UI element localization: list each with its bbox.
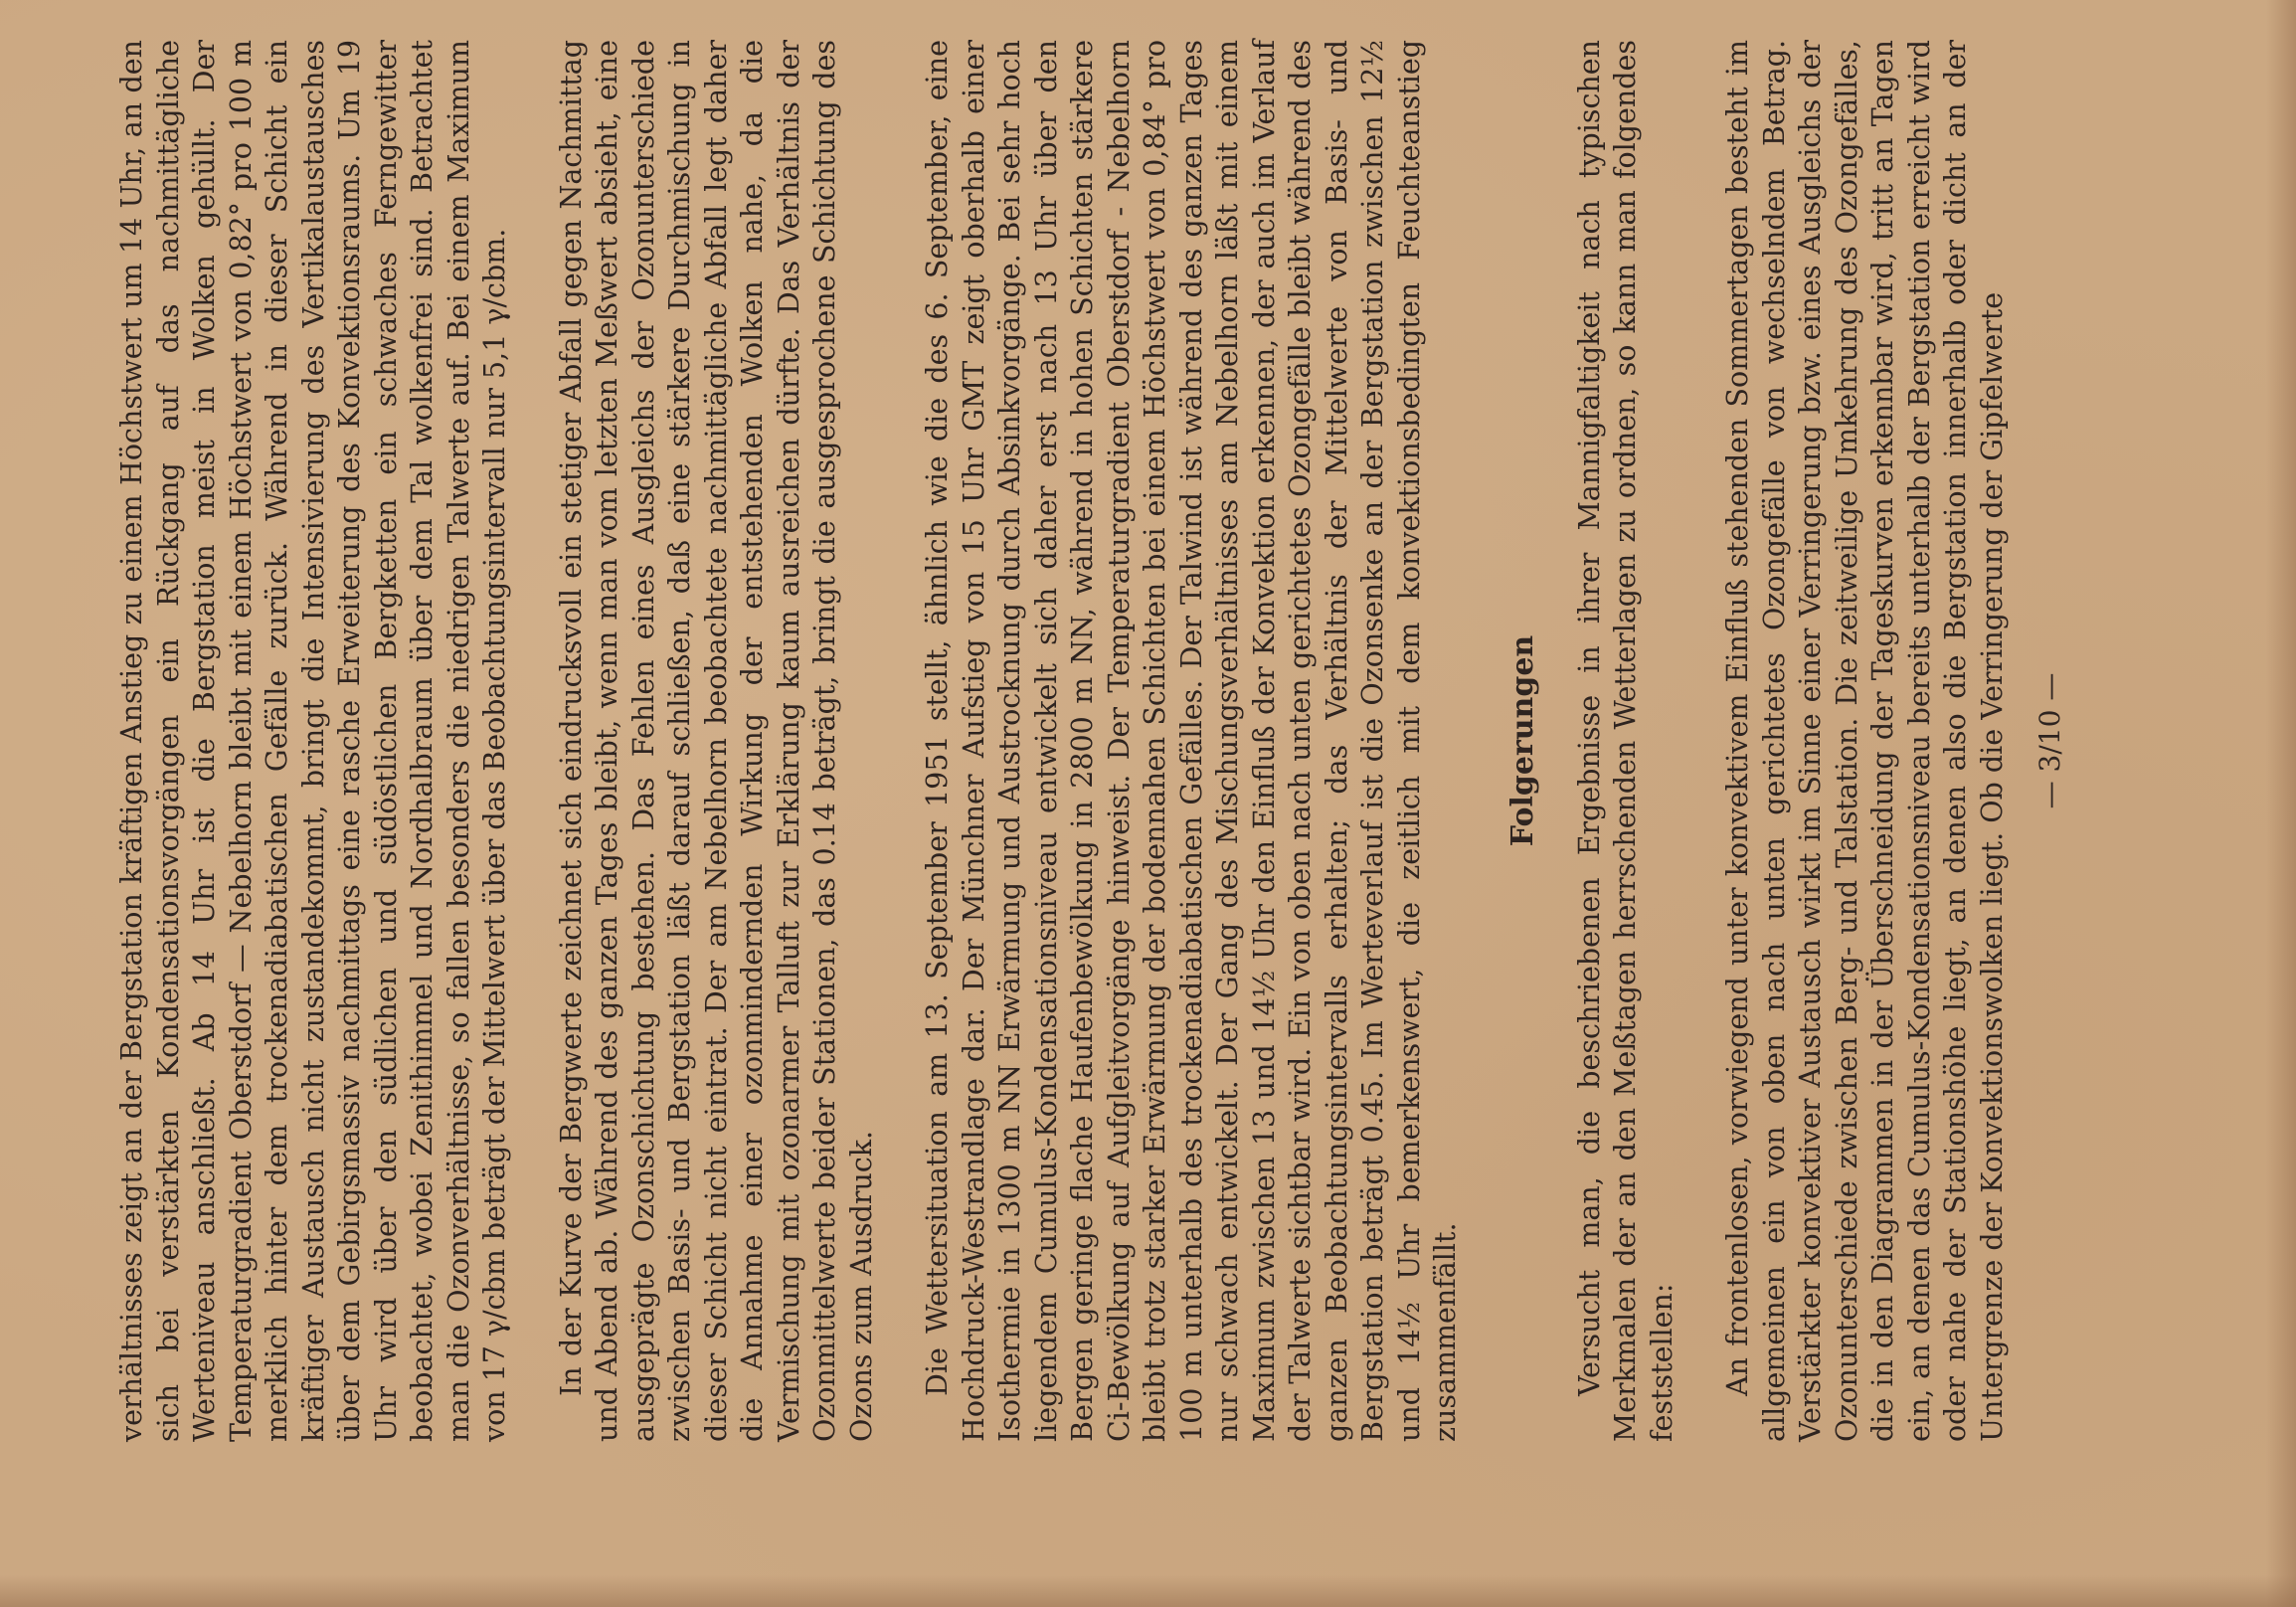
paragraph-4: Versucht man, die beschriebenen Ergebnisse in ihrer Mannigfaltigkeit nach typischen Merkmalen der an den Meßtagen herrschenden Wetterlagen zu ordnen, so kann man folgendes feststellen:: [1572, 40, 1678, 1442]
paragraph-gap: [514, 40, 554, 1442]
paper-edge-bottom: [0, 1575, 2296, 1607]
paragraph-3: Die Wettersituation am 13. September 1951 stellt, ähnlich wie die des 6. September, eine Hochdruck-Westrandlage dar. Der Münchner Aufstieg von 15 Uhr GMT zeigt oberhalb einer Isothermie in 1300 m NN Erwärmung und Austrocknung durch Absinkvorgänge. Bei sehr hoch liegendem Cumulus-Kondensationsniveau entwickelt sich daher erst nach 13 Uhr über den Bergen geringe flache Haufenbewölkung in 2800 m NN, während in hohen Schichten stärkere Ci-Bewölkung auf Aufgleitvorgänge hinweist. Der Temperaturgradient Oberstdorf - Nebelhorn bleibt trotz starker Erwärmung der bodennahen Schichten bei einem Höchstwert von 0,84° pro 100 m unterhalb des trockenadiabatischen Gefälles. Der Talwind ist während des ganzen Tages nur schwach entwickelt. Der Gang des Mischungsverhältnisses am Nebelhorn läßt mit einem Maximum zwischen 13 und 14½ Uhr den Einfluß der Konvektion erkennen, der auch im Verlauf der Talwerte sichtbar wird. Ein von oben nach unten gerichtetes Ozongefälle bleibt während des ganzen Beobachtungsintervalls erhalten; das Verhältnis der Mittelwerte von Basis- und Bergstation beträgt 0.45. Im Werteverlauf ist die Ozonsenke an der Bergstation zwischen 12½ und 14½ Uhr bemerkenswert, die zeitlich mit dem konvektionsbedingten Feuchteanstieg zusammenfällt.: [921, 40, 1462, 1442]
paragraph-gap: [1680, 40, 1720, 1442]
paragraph-gap: [1465, 40, 1504, 1442]
heading-gap: [1542, 40, 1572, 1442]
page-number: — 3/10 —: [2033, 672, 2066, 809]
paper-edge-right: [2266, 0, 2296, 1607]
rotated-document-page: [114, 40, 2193, 1442]
paragraph-5: An frontenlosen, vorwiegend unter konvektivem Einfluß stehenden Sommertagen besteht im allgemeinen ein von oben nach unten gerichtetes Ozongefälle von wechselndem Betrag. Verstärkter konvektiver Austausch wirkt im Sinne einer Verringerung bzw. eines Ausgleichs der Ozonunterschiede zwischen Berg- und Talstation. Die zeitweilige Umkehrung des Ozongefälles, die in den Diagrammen in der Überschneidung der Tageskurven erkennbar wird, tritt an Tagen ein, an denen das Cumulus-Kondensationsniveau bereits unterhalb der Bergstation erreicht wird oder nahe der Stationshöhe liegt, an denen also die Bergstation innerhalb oder dicht an der Untergrenze der Konvektionswolken liegt. Ob die Verringerung der Gipfelwerte: [1721, 40, 2009, 1442]
paragraph-2: In der Kurve der Bergwerte zeichnet sich eindrucksvoll ein stetiger Abfall gegen Nachmittag und Abend ab. Während des ganzen Tages bleibt, wenn man vom letzten Meßwert absieht, eine ausgeprägte Ozonschichtung bestehen. Das Fehlen eines Ausgleichs der Ozonunterschiede zwischen Basis- und Bergstation läßt darauf schließen, daß eine stärkere Durchmischung in dieser Schicht nicht eintrat. Der am Nebelhorn beobachtete nachmittägliche Abfall legt daher die Annahme einer ozonmindernden Wirkung der entstehenden Wolken nahe, da die Vermischung mit ozonarmer Talluft zur Erklärung kaum ausreichen dürfte. Das Verhältnis der Ozonmittelwerte beider Stationen, das 0.14 beträgt, bringt die ausgesprochene Schichtung des Ozons zum Ausdruck.: [554, 40, 878, 1442]
paragraph-gap: [880, 40, 920, 1442]
section-heading: Folgerungen: [1504, 634, 1540, 847]
paragraph-1: verhältnisses zeigt an der Bergstation kräftigen Anstieg zu einem Höchstwert um 14 Uhr, an den sich bei verstärkten Kondensationsvorgängen ein Rückgang auf das nachmittägliche Werteniveau anschließt. Ab 14 Uhr ist die Bergstation meist in Wolken gehüllt. Der Temperaturgradient Oberstdorf — Nebelhorn bleibt mit einem Höchstwert von 0,82° pro 100 m merklich hinter dem trockenadiabatischen Gefälle zurück. Während in dieser Schicht ein kräftiger Austausch nicht zustandekommt, bringt die Intensivierung des Vertikalaustausches über dem Gebirgsmassiv nachmittags eine rasche Erweiterung des Konvektionsraums. Um 19 Uhr wird über den südlichen und südöstlichen Bergketten ein schwaches Ferngewitter beobachtet, wobei Zenithimmel und Nordhalbraum über dem Tal wolkenfrei sind. Betrachtet man die Ozonverhältnisse, so fallen besonders die niedrigen Talwerte auf. Bei einem Maximum von 17 γ/cbm beträgt der Mittelwert über das Beobachtungsintervall nur 5,1 γ/cbm.: [115, 40, 511, 1442]
